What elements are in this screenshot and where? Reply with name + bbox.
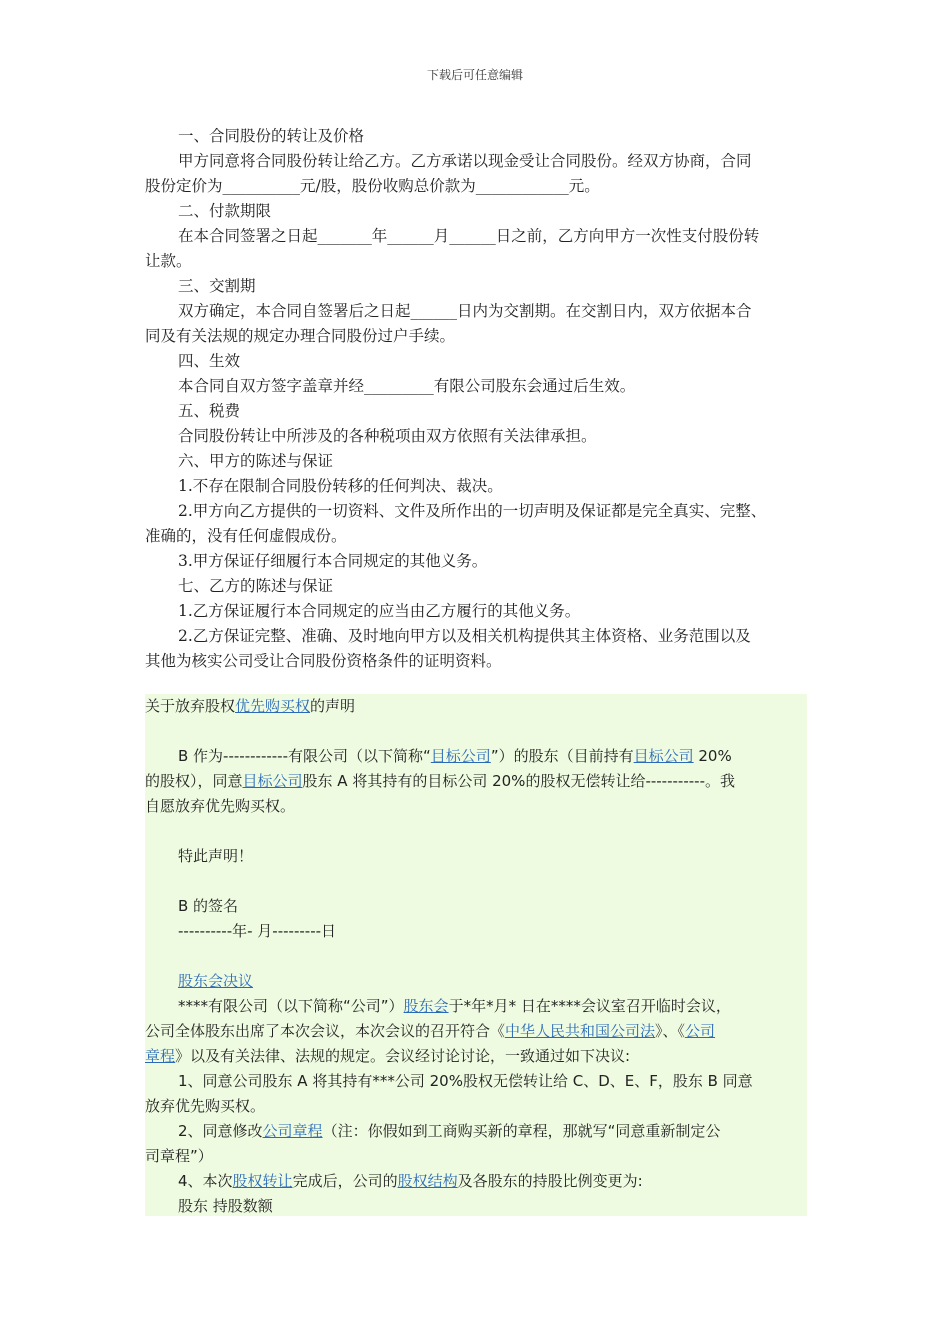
link-articles-part1[interactable]: 公司 [685,1022,716,1040]
paragraph-effect: 本合同自双方签字盖章并经_________有限公司股东会通过后生效。 [178,377,636,395]
resolution-item [145,1119,807,1169]
page-header-note: 下载后可任意编辑 [426,68,523,82]
text-line: 2.甲方向乙方提供的一切资料、文件及所作出的一切声明及保证都是完全真实、完整、 [178,502,767,520]
text-line: 甲方同意将合同股份转让给乙方。乙方承诺以现金受让合同股份。经双方协商，合同 [178,152,752,170]
link-shareholders-meeting[interactable]: 股东会 [403,997,449,1015]
paragraph-transfer-price [145,149,807,199]
text-line: 同及有关法规的规定办理合同股份过户手续。 [145,327,456,345]
text-run: 关于放弃股权 [145,697,236,715]
signature-label: B 的签名 [178,897,239,915]
text-run: 》、《 [655,1022,686,1040]
link-equity-structure[interactable]: 股权结构 [397,1172,458,1190]
text-run: 司章程”） [145,1147,213,1165]
text-run: ****有限公司（以下简称“公司”） [178,997,404,1015]
resolution-paragraph [145,994,807,1069]
text-run: 放弃优先购买权。 [145,1097,266,1115]
text-run: ”）的股东（目前持有 [490,747,634,765]
text-run: 》以及有关法律、法规的规定。会议经讨论讨论，一致通过如下决议: [175,1047,631,1065]
text-line: 让款。 [145,252,192,270]
link-target-company[interactable]: 目标公司 [633,747,694,765]
paragraph-taxes: 合同股份转让中所涉及的各种税项由双方依照有关法律承担。 [178,427,597,445]
section-title-effect: 四、生效 [178,352,241,370]
text-run: 的股权），同意 [145,772,243,790]
list-item [145,624,807,674]
declaration-paragraph [145,744,807,819]
list-item: 3.甲方保证仔细履行本合同规定的其他义务。 [178,552,488,570]
text-run: 1、同意公司股东 A 将其持有***公司 20%股权无偿转让给 C、D、E、F，股东 B 同意 [178,1072,753,1090]
contract-body [145,124,807,674]
link-target-company[interactable]: 目标公司 [242,772,303,790]
link-target-company[interactable]: 目标公司 [430,747,491,765]
section-title-transfer-price: 一、合同股份的转让及价格 [178,127,365,145]
text-run: 于*年*月* 日在****会议室召开临时会议， [448,997,731,1015]
link-articles-part2[interactable]: 章程 [145,1047,176,1065]
resolution-item [145,1169,807,1194]
link-company-law[interactable]: 中华人民共和国公司法 [505,1022,656,1040]
link-articles-of-association[interactable]: 公司章程 [262,1122,323,1140]
text-run: 自愿放弃优先购买权。 [145,797,296,815]
text-run: （注：你假如到工商购买新的章程，那就写“同意重新制定公 [322,1122,721,1140]
section-title-party-b-warranty: 七、乙方的陈述与保证 [178,577,334,595]
shareholding-table-header: 股东 持股数额 [178,1197,273,1215]
text-line: 2.乙方保证完整、准确、及时地向甲方以及相关机构提供其主体资格、业务范围以及 [178,627,751,645]
section-title-taxes: 五、税费 [178,402,241,420]
link-shareholder-resolution[interactable]: 股东会决议 [178,972,254,990]
text-run: 及各股东的持股比例变更为: [457,1172,643,1190]
declaration-title [145,694,807,719]
list-item [145,499,807,549]
text-run: 的声明 [310,697,356,715]
section-title-payment-term: 二、付款期限 [178,202,272,220]
text-line: 准确的，没有任何虚假成份。 [145,527,347,545]
text-line: 双方确定，本合同自签署后之日起______日内为交割期。在交割日内，双方依据本合 [178,302,752,320]
resolution-item [145,1069,807,1119]
text-run: 20% [693,747,732,765]
text-run: 4、本次 [178,1172,233,1190]
section-title-delivery-period: 三、交割期 [178,277,256,295]
text-run: 2、同意修改 [178,1122,263,1140]
text-line: 其他为核实公司受让合同股份资格条件的证明资料。 [145,652,502,670]
section-title-party-a-warranty: 六、甲方的陈述与保证 [178,452,334,470]
link-preemptive-right[interactable]: 优先购买权 [235,697,311,715]
text-run: 股东 A 将其持有的目标公司 20%的股权无偿转让给-----------。我 [302,772,735,790]
text-run: B 作为------------有限公司（以下简称“ [178,747,431,765]
signature-date: ----------年- 月---------日 [178,922,337,940]
resolution-title [145,969,807,994]
text-line: 股份定价为__________元/股，股份收购总价款为____________元。 [145,177,600,195]
text-line: 在本合同签署之日起_______年______月______日之前，乙方向甲方一次性支付股份转 [178,227,760,245]
text-run: 完成后，公司的 [292,1172,398,1190]
text-run: 公司全体股东出席了本次会议，本次会议的召开符合《 [145,1022,506,1040]
pasted-web-content [145,694,807,1216]
declaration-closing: 特此声明！ [178,847,254,865]
link-equity-transfer[interactable]: 股权转让 [232,1172,293,1190]
paragraph-payment-term [145,224,807,274]
paragraph-delivery-period [145,299,807,349]
list-item: 1.不存在限制合同股份转移的任何判决、裁决。 [178,477,503,495]
list-item: 1.乙方保证履行本合同规定的应当由乙方履行的其他义务。 [178,602,581,620]
